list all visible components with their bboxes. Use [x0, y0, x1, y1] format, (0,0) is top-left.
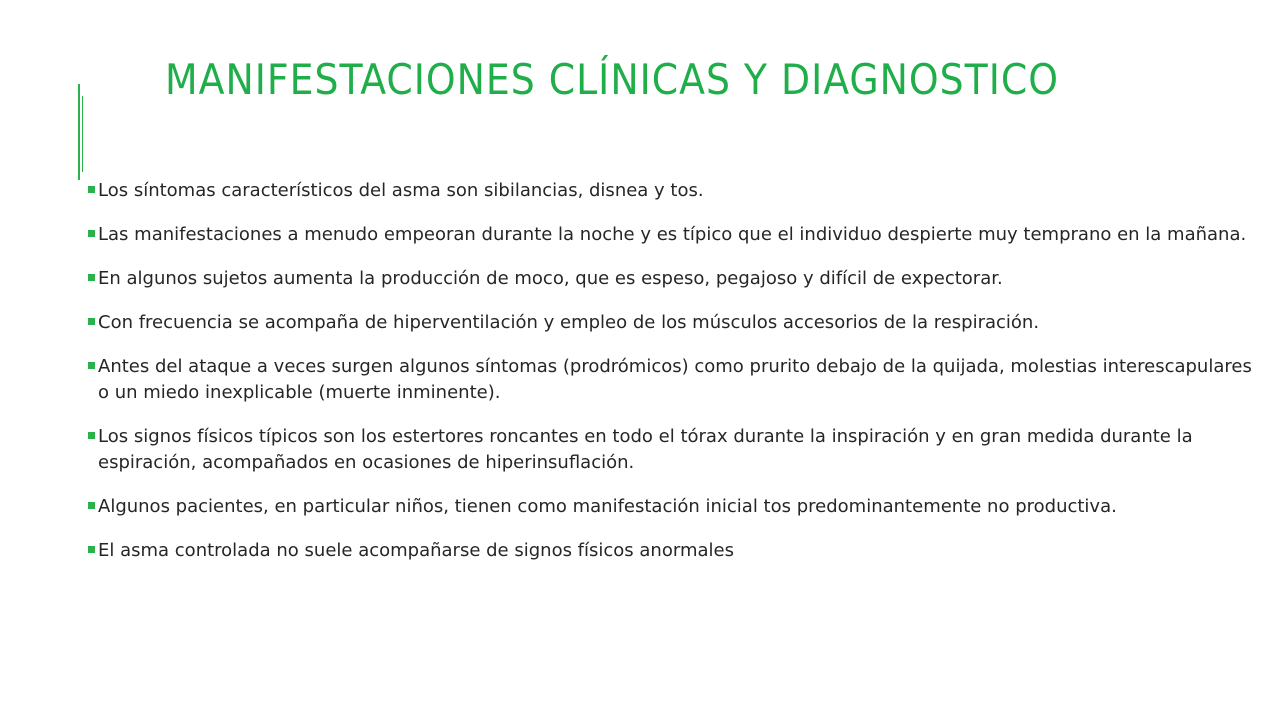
accent-line: [78, 84, 80, 180]
bullet-text: El asma controlada no suele acompañarse de signos físicos anormales: [98, 540, 734, 561]
bullet-item: [88, 310, 1268, 336]
bullet-marker-icon: [88, 502, 95, 509]
bullet-marker-icon: [88, 432, 95, 439]
bullet-text: En algunos sujetos aumenta la producción de moco, que es espeso, pegajoso y difícil de expectorar.: [98, 268, 1003, 289]
bullet-item: [88, 266, 1268, 292]
bullet-marker-icon: [88, 362, 95, 369]
bullet-text: Los signos físicos típicos son los estertores roncantes en todo el tórax durante la inspiración y en gran medida durante la espiración, acompañados en ocasiones de hiperinsuflación.: [98, 426, 1193, 473]
bullet-text: Con frecuencia se acompaña de hiperventilación y empleo de los músculos accesorios de la respiración.: [98, 312, 1040, 333]
bullet-marker-icon: [88, 230, 95, 237]
bullet-text: Algunos pacientes, en particular niños, tienen como manifestación inicial tos predominantemente no productiva.: [98, 496, 1117, 517]
bullet-text: Los síntomas característicos del asma son sibilancias, disnea y tos.: [98, 180, 704, 201]
bullet-list: [88, 178, 1268, 582]
slide-title: MANIFESTACIONES CLÍNICAS Y DIAGNOSTICO: [165, 55, 1059, 104]
bullet-marker-icon: [88, 318, 95, 325]
bullet-item: [88, 222, 1268, 248]
bullet-marker-icon: [88, 546, 95, 553]
bullet-text: Antes del ataque a veces surgen algunos síntomas (prodrómicos) como prurito debajo de la quijada, molestias interescapulares o un miedo inexplicable (muerte inminente).: [98, 356, 1252, 403]
bullet-item: [88, 538, 1268, 564]
bullet-item: [88, 494, 1268, 520]
bullet-text: Las manifestaciones a menudo empeoran durante la noche y es típico que el individuo despierte muy temprano en la mañana.: [98, 224, 1247, 245]
bullet-item: [88, 178, 1268, 204]
bullet-item: [88, 354, 1268, 406]
bullet-marker-icon: [88, 186, 95, 193]
bullet-item: [88, 424, 1268, 476]
accent-line: [82, 96, 83, 172]
bullet-marker-icon: [88, 274, 95, 281]
